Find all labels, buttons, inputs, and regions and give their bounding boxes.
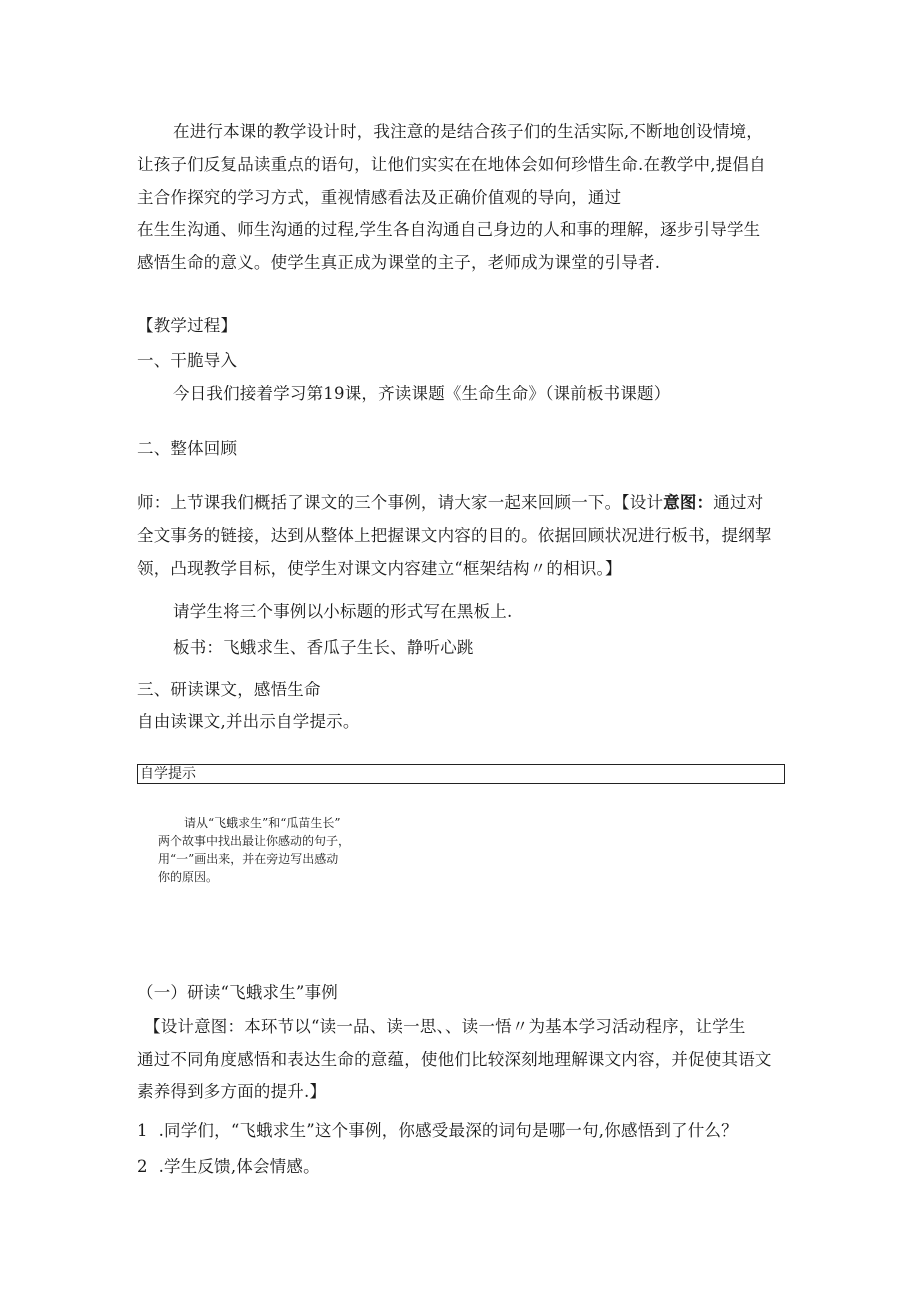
section-2-line-2: 全文事务的链接，达到从整体上把握课文内容的目的。依据回顾状况进行板书，提纲挈	[137, 526, 772, 545]
design-note-line-3: 素养得到多方面的提升.】	[137, 1082, 327, 1101]
tip-line-2: 两个故事中找出最让你感动的句子，	[158, 834, 351, 848]
intro-line-3: 主合作探究的学习方式，重视情感看法及正确价值观的导向，通过	[137, 188, 622, 207]
intro-line-4: 在生生沟通、师生沟通的过程,学生各自沟通自己身边的人和事的理解，逐步引导学生	[137, 220, 761, 239]
section-2-line-1	[137, 492, 763, 514]
section-3-text: 自由读课文,并出示自学提示。	[137, 712, 360, 731]
intro-line-2: 让孩子们反复品读重点的语句，让他们实实在在地体会如何珍惜生命.在教学中,提倡自	[137, 155, 766, 174]
tip-box	[137, 764, 785, 784]
tip-line-4: 你的原因。	[158, 870, 219, 884]
process-heading: 【教学过程】	[137, 316, 238, 335]
tip-line-3: 用“一”画出来，并在旁边写出感动	[158, 852, 339, 866]
intro-line-1: 在进行本课的教学设计时，我注意的是结合孩子们的生活实际,不断地创设情境，	[173, 122, 763, 141]
list-item-1: 1 .同学们，“飞蛾求生”这个事例，你感受最深的词句是哪一句,你感悟到了什么？	[137, 1121, 738, 1140]
section-2-line-1-c: 通过对	[713, 493, 764, 512]
section-2-line-1-a: 师：上节课我们概括了课文的三个事例，请大家一起来回顾一下。【设计	[137, 493, 664, 512]
section-2-line-4: 请学生将三个事例以小标题的形式写在黑板上.	[173, 602, 513, 621]
section-1-heading: 一、干脆导入	[137, 351, 238, 370]
section-1-text: 今日我们接着学习第19课，齐读课题《生命生命》（课前板书课题）	[173, 384, 671, 403]
section-2-board-text: 板书：飞蛾求生、香瓜子生长、静听心跳	[173, 638, 474, 657]
design-note-line-1: 【设计意图：本环节以“读一品、读一思、、读一悟〃为基本学习活动程序，让学生	[144, 1017, 746, 1036]
list-item-2: 2 .学生反馈,体会情感。	[137, 1157, 320, 1176]
section-2-line-3: 领，凸现教学目标，使学生对课文内容建立“框架结构〃的相识。】	[137, 559, 622, 578]
section-3-heading: 三、研读课文，感悟生命	[137, 680, 321, 699]
tip-line-1: 请从“飞蛾求生”和“瓜苗生长”	[184, 816, 341, 830]
section-2-line-1-b: 意图：	[663, 493, 714, 512]
section-2-heading: 二、整体回顾	[137, 439, 238, 458]
tip-box-title: 自学提示	[140, 766, 196, 782]
design-note-line-2: 通过不同角度感悟和表达生命的意蕴，使他们比较深刻地理解课文内容，并促使其语文	[137, 1050, 772, 1069]
subsection-1-heading: （一）研读“飞蛾求生”事例	[137, 983, 338, 1002]
intro-line-5: 感悟生命的意义。使学生真正成为课堂的主子，老师成为课堂的引导者.	[137, 253, 661, 272]
